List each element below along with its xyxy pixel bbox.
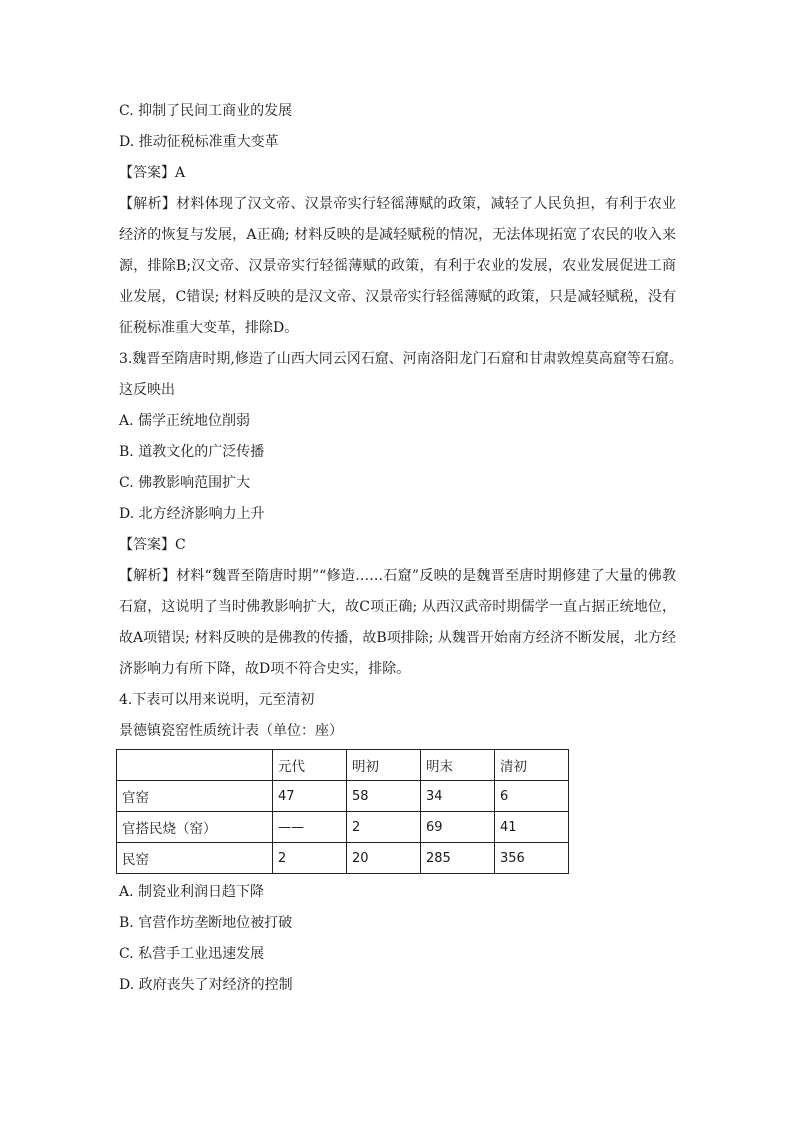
q2-option-c: C. 抑制了民间工商业的发展	[119, 103, 293, 119]
table-cell: 34	[421, 781, 495, 812]
q2-analysis: 【解析】材料体现了汉文帝、汉景帝实行轻徭薄赋的政策，减轻了人民负担，有利于农业经济的恢复与发展，A正确; 材料反映的是减轻赋税的情况，无法体现拓宽了农民的收入来源，排除B;汉文帝、汉景帝实行轻徭薄赋的政策，有利于农业的发展，农业发展促进工商业发展，C错误; 材料反映的是汉文帝、汉景帝实行轻徭薄赋的政策，只是减轻赋税，没有征税标准重大变革，排除D。	[119, 196, 676, 336]
q3-option-a: A. 儒学正统地位削弱	[119, 413, 251, 429]
table-row	[117, 812, 569, 843]
q4-stem: 4.下表可以用来说明，元至清初	[119, 692, 315, 708]
table-cell: 58	[347, 781, 421, 812]
q3-option-d: D. 北方经济影响力上升	[119, 506, 265, 522]
table-header-row	[117, 750, 569, 781]
table-row-label: 官搭民烧（窑）	[117, 812, 273, 843]
q4-option-c: C. 私营手工业迅速发展	[119, 946, 265, 962]
table-header-cell: 明初	[347, 750, 421, 781]
q3-option-b: B. 道教文化的广泛传播	[119, 444, 265, 460]
table-cell: 2	[273, 843, 347, 874]
table-cell: 2	[347, 812, 421, 843]
q3-answer: 【答案】C	[119, 537, 186, 553]
table-cell: ——	[273, 812, 347, 843]
table-cell: 47	[273, 781, 347, 812]
table-cell: 285	[421, 843, 495, 874]
q3-analysis: 【解析】材料“魏晋至隋唐时期”“修造……石窟”反映的是魏晋至唐时期修建了大量的佛教石窟，这说明了当时佛教影响扩大，故C项正确; 从西汉武帝时期儒学一直占据正统地位，故A项错误; 材料反映的是佛教的传播，故B项排除; 从魏晋开始南方经济不断发展，北方经济影响力有所下降，故D项不符合史实，排除。	[119, 568, 676, 677]
q2-answer: 【答案】A	[119, 165, 186, 181]
table-cell: 6	[495, 781, 569, 812]
q4-option-a: A. 制瓷业利润日趋下降	[119, 884, 265, 900]
table-row	[117, 843, 569, 874]
q3-stem-line2: 这反映出	[119, 382, 175, 398]
table-row-label: 民窑	[117, 843, 273, 874]
exam-page	[119, 96, 683, 1001]
q3-stem-line1: 3.魏晋至隋唐时期,修造了山西大同云冈石窟、河南洛阳龙门石窟和甘肃敦煌莫高窟等石窟。	[119, 351, 683, 367]
table-cell: 356	[495, 843, 569, 874]
kiln-stats-table	[116, 749, 569, 874]
table-row-label: 官窑	[117, 781, 273, 812]
table-cell: 20	[347, 843, 421, 874]
q4-option-d: D. 政府丧失了对经济的控制	[119, 977, 293, 993]
table-header-cell	[117, 750, 273, 781]
table-cell: 41	[495, 812, 569, 843]
q4-option-b: B. 官营作坊垄断地位被打破	[119, 915, 293, 931]
q2-option-d: D. 推动征税标准重大变革	[119, 134, 279, 150]
table-caption: 景德镇瓷窑性质统计表（单位：座）	[119, 723, 343, 739]
table-row	[117, 781, 569, 812]
table-cell: 69	[421, 812, 495, 843]
q3-option-c: C. 佛教影响范围扩大	[119, 475, 251, 491]
table-header-cell: 元代	[273, 750, 347, 781]
table-header-cell: 明末	[421, 750, 495, 781]
table-header-cell: 清初	[495, 750, 569, 781]
